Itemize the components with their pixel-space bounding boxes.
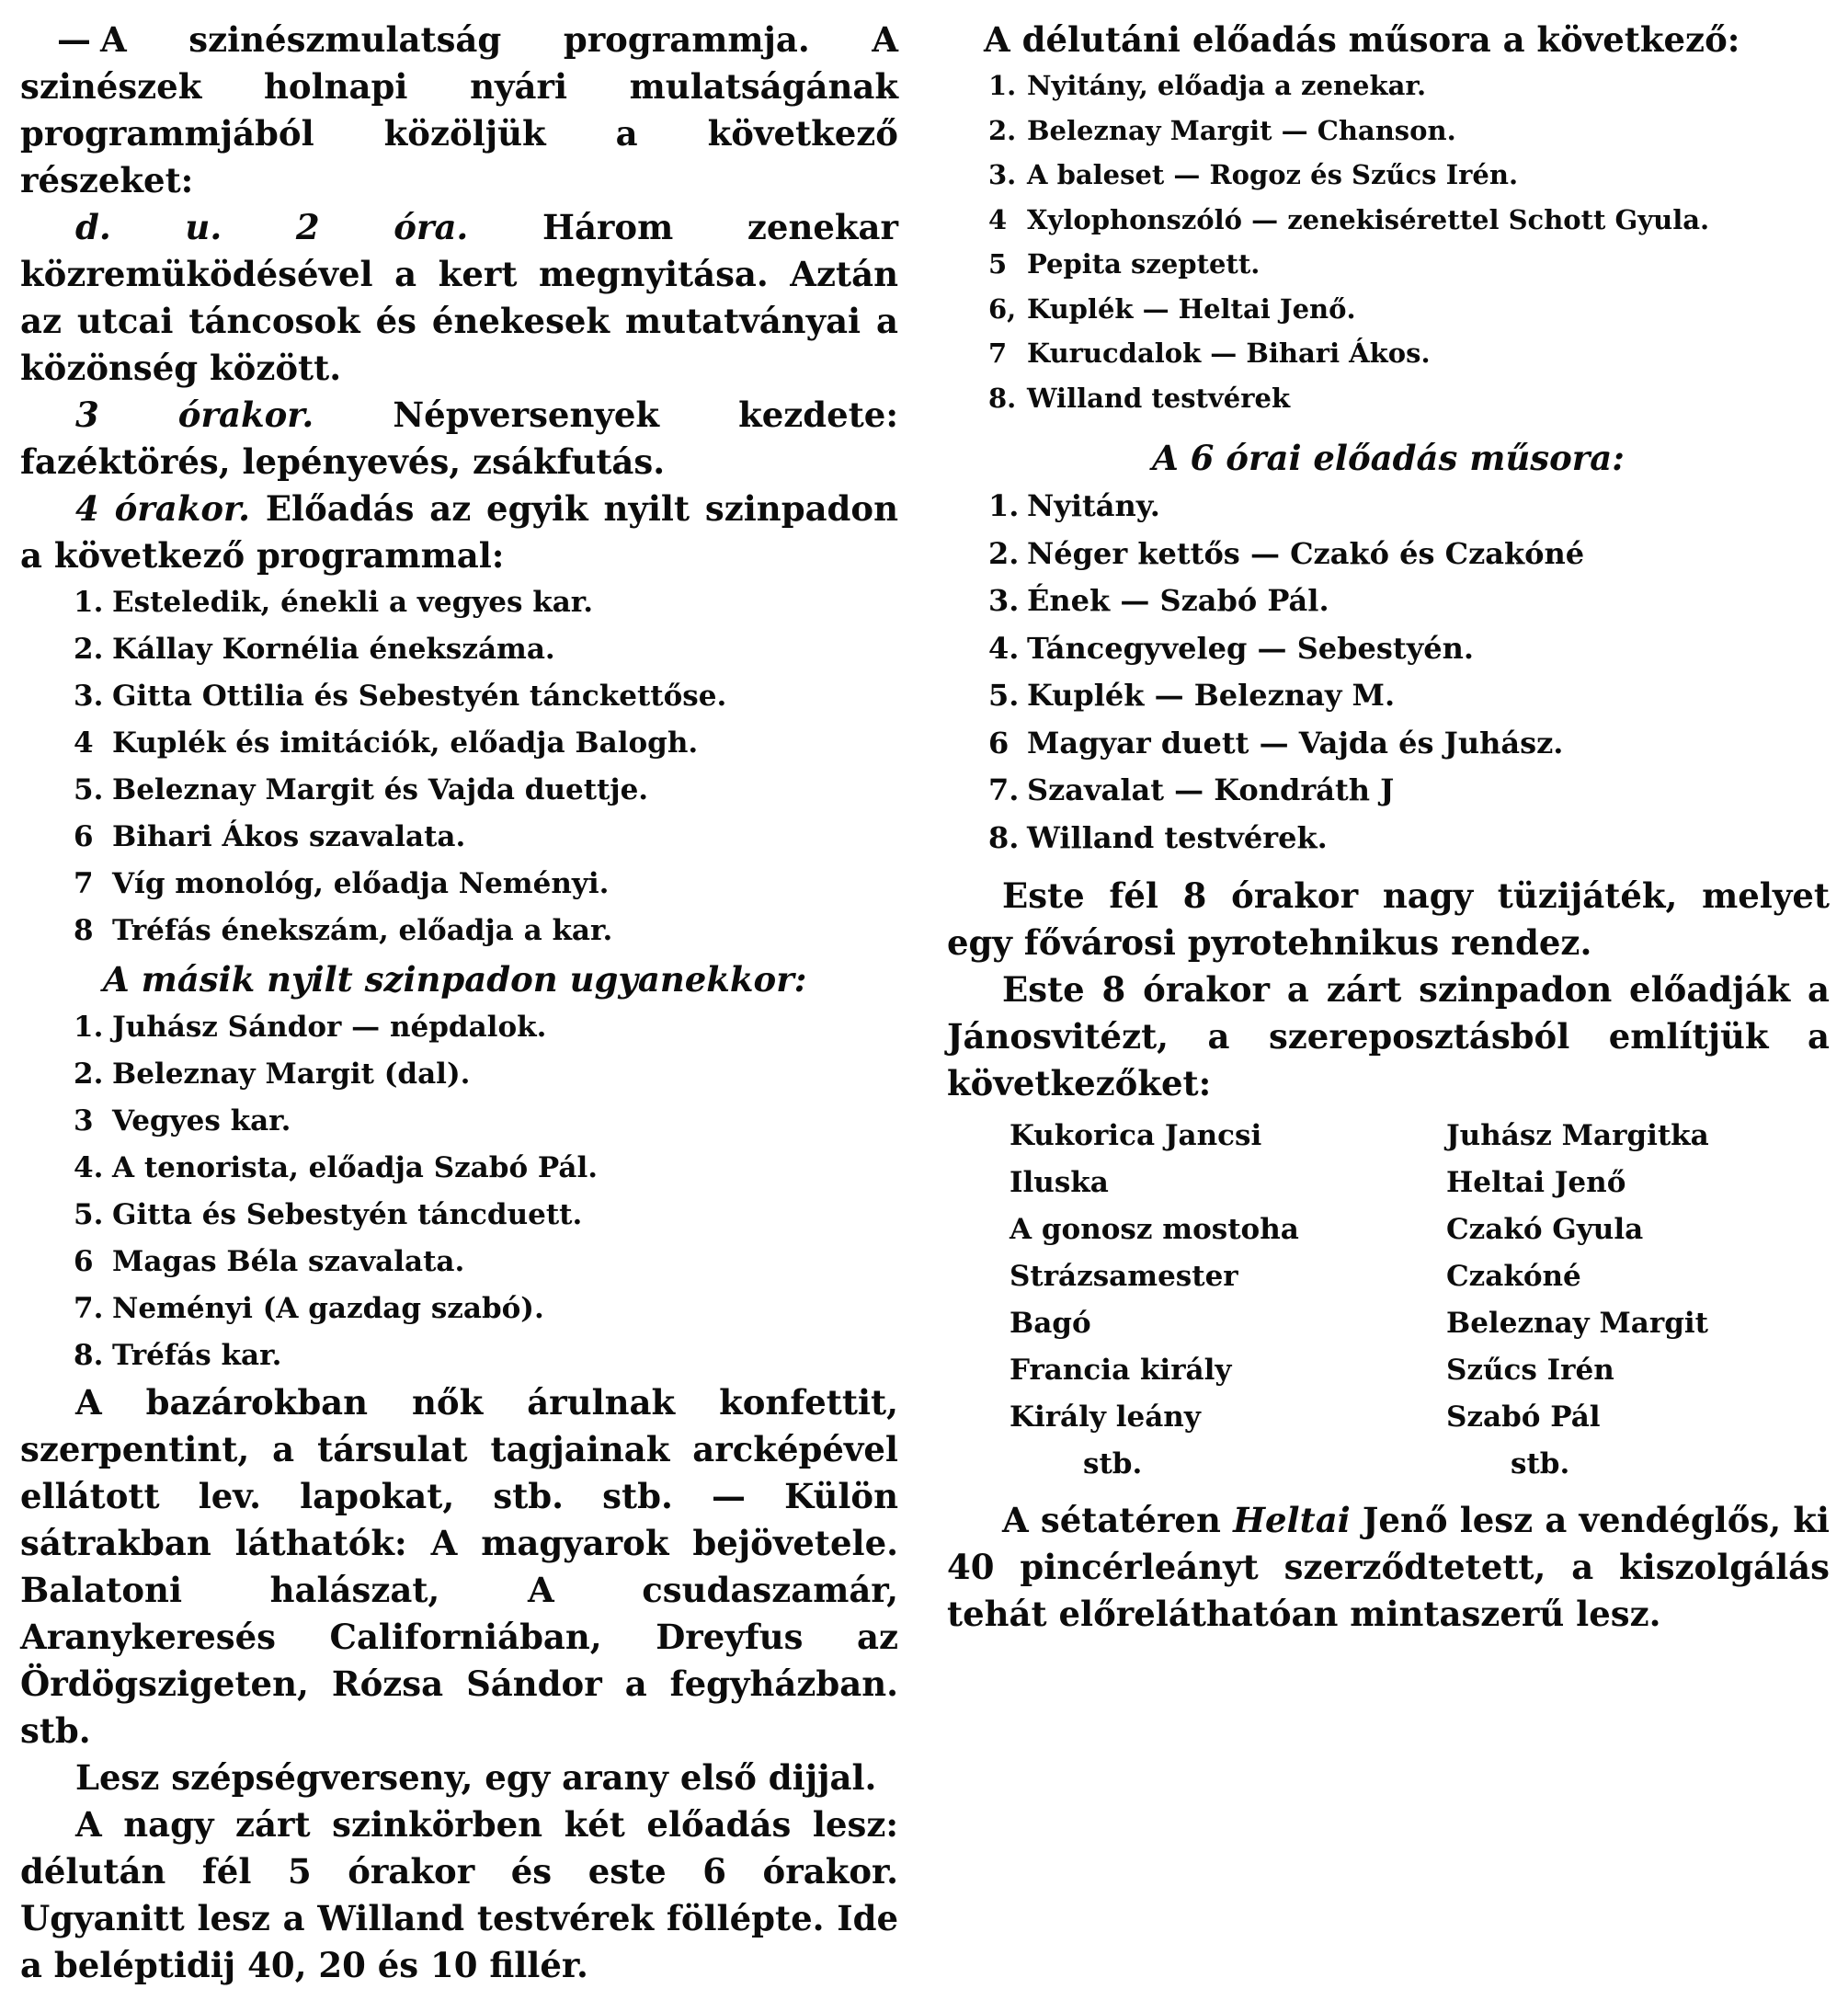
item-number: 6, xyxy=(988,292,1017,325)
item-number: 8. xyxy=(988,819,1020,855)
item-text: Beleznay Margit — Chanson. xyxy=(1027,114,1456,146)
item-number: 4. xyxy=(74,1151,104,1184)
circus-paragraph: A nagy zárt szinkörben két előadás lesz: délután fél 5 órakor és este 6 órakor. Ugyanitt lesz a Willand testvérek fölléptе. Ide a beléptidij 40, 20 és 10 fillér. xyxy=(20,1804,898,1985)
cast-role: Kukorica Jancsi xyxy=(1010,1119,1262,1152)
item-text: Willand testvérek. xyxy=(1027,819,1328,855)
item-text: Beleznay Margit (dal). xyxy=(112,1057,471,1091)
item-number: 6 xyxy=(988,725,1010,760)
item-text: Pepita szeptett. xyxy=(1027,248,1261,280)
item-text: Kállay Kornélia énekszáma. xyxy=(112,633,555,666)
beauty-contest-paragraph: Lesz szépségverseny, egy arany első dijjal. xyxy=(75,1757,877,1798)
intro-text: A szinészmulatság programmja. A szinészek holnapi nyári mulatságának programmjából közöljük a következő részeket: xyxy=(20,19,898,200)
item-number: 5. xyxy=(74,773,104,806)
right-column xyxy=(947,17,1830,1638)
item-number: 2. xyxy=(988,535,1020,571)
schedule-text: Előadás az egyik nyilt szinpadon a következő programmal: xyxy=(20,488,898,576)
item-text: Ének — Szabó Pál. xyxy=(1027,583,1329,618)
list-item xyxy=(74,1192,898,1239)
list-item xyxy=(988,109,1830,154)
item-number: 2. xyxy=(74,1057,104,1091)
cast-actor: Szűcs Irén xyxy=(1446,1354,1614,1387)
promenade-text-post: Jenő lesz a vendéglős, ki 40 pincérleányt szerződtetett, a kiszolgálás tehát előreláthatóan mintaszerű lesz. xyxy=(947,1500,1830,1634)
item-text: Neményi (A gazdag szabó). xyxy=(112,1292,544,1325)
list-item xyxy=(988,242,1830,287)
item-number: 3 xyxy=(74,1104,94,1137)
list-item xyxy=(74,1332,898,1379)
cast-role: Bagó xyxy=(1010,1307,1091,1340)
item-text: Néger kettős — Czakó és Czakóné xyxy=(1027,535,1585,571)
item-text: Kuplék és imitációk, előadja Balogh. xyxy=(112,726,699,760)
other-stage-heading: A másik nyilt szinpadon ugyanekkor: xyxy=(103,959,807,1000)
item-number: 3. xyxy=(988,159,1017,190)
list-item xyxy=(74,1051,898,1098)
item-number: 8. xyxy=(74,1339,104,1372)
item-text: A tenorista, előadja Szabó Pál. xyxy=(112,1151,599,1184)
list-item xyxy=(988,815,1830,863)
list-item xyxy=(988,625,1830,673)
time-label: 4 órakor. xyxy=(75,488,251,529)
cast-actor: Szabó Pál xyxy=(1446,1400,1601,1434)
promenade-name: Heltai xyxy=(1233,1500,1351,1540)
cast-etc-right: stb. xyxy=(1511,1447,1570,1480)
item-number: 2. xyxy=(988,114,1017,146)
list-item xyxy=(74,1286,898,1332)
cast-role: A gonosz mostoha xyxy=(1010,1213,1299,1246)
program-list-second-stage xyxy=(20,1004,898,1379)
cast-actor: Czakó Gyula xyxy=(1446,1213,1644,1246)
program-list-afternoon xyxy=(947,63,1830,420)
program-list-six-oclock xyxy=(947,483,1830,862)
list-item xyxy=(74,1004,898,1051)
item-number: 7. xyxy=(988,772,1020,807)
janos-vitez-paragraph: Este 8 órakor a zárt szinpadon előadják a Jánosvitézt, a szereposztásból említjük a következőket: xyxy=(947,969,1830,1103)
item-number: 5 xyxy=(988,248,1008,280)
schedule-text: Három zenekar közremüködésével a kert megnyitása. Aztán az utcai táncosok és énekesek mutatványai a közönség között. xyxy=(20,207,899,388)
list-item xyxy=(988,720,1830,768)
list-item xyxy=(988,767,1830,815)
list-item xyxy=(74,1145,898,1192)
cast-role: Strázsamester xyxy=(1010,1260,1238,1293)
item-text: A baleset — Rogoz és Szűcs Irén. xyxy=(1027,159,1519,190)
item-number: 1. xyxy=(988,488,1020,523)
list-item xyxy=(988,331,1830,376)
item-text: Esteledik, énekli a vegyes kar. xyxy=(112,586,594,619)
item-number: 8. xyxy=(988,382,1017,414)
schedule-2pm xyxy=(20,204,898,392)
item-number: 7. xyxy=(74,1292,104,1325)
list-item xyxy=(74,908,898,954)
cast-actor: Beleznay Margit xyxy=(1446,1307,1708,1340)
item-number: 5. xyxy=(988,678,1020,713)
item-number: 3. xyxy=(74,680,104,713)
item-text: Kurucdalok — Bihari Ákos. xyxy=(1027,337,1431,369)
item-text: Gitta Ottilia és Sebestyén tánckettőse. xyxy=(112,680,727,713)
item-text: Beleznay Margit és Vajda duettje. xyxy=(112,773,649,806)
item-number: 5. xyxy=(74,1198,104,1231)
afternoon-heading: A délutáni előadás műsora a következő: xyxy=(984,19,1740,60)
list-item xyxy=(988,287,1830,332)
item-text: Nyitány, előadja a zenekar. xyxy=(1027,70,1427,101)
item-text: Szavalat — Kondráth J xyxy=(1027,772,1395,807)
item-text: Táncegyveleg — Sebestyén. xyxy=(1027,630,1475,666)
list-item xyxy=(74,814,898,861)
list-item xyxy=(74,720,898,767)
list-item xyxy=(74,861,898,908)
item-number: 6 xyxy=(74,1245,94,1278)
item-text: Tréfás énekszám, előadja a kar. xyxy=(112,914,613,947)
list-item xyxy=(988,63,1830,109)
item-text: Juhász Sándor — népdalok. xyxy=(112,1011,547,1044)
six-oclock-heading: A 6 órai előadás műsora: xyxy=(1152,438,1625,478)
item-number: 8 xyxy=(74,914,94,947)
item-text: Vegyes kar. xyxy=(112,1104,291,1137)
time-label: d. u. 2 óra. xyxy=(75,207,469,247)
cast-role: Iluska xyxy=(1010,1166,1109,1199)
schedule-3pm xyxy=(20,392,898,486)
list-item xyxy=(74,673,898,720)
left-column xyxy=(20,17,898,1989)
cast-etc-left: stb. xyxy=(1083,1447,1143,1480)
list-item xyxy=(988,531,1830,578)
item-number: 7 xyxy=(988,337,1008,369)
fireworks-paragraph: Este fél 8 órakor nagy tüzijáték, melyet egy fővárosi pyrotehnikus rendez. xyxy=(947,875,1830,963)
item-number: 6 xyxy=(74,820,94,853)
item-number: 1. xyxy=(988,70,1017,101)
cast-actor: Heltai Jenő xyxy=(1446,1166,1626,1199)
intro-paragraph xyxy=(20,17,898,204)
item-text: Bihari Ákos szavalata. xyxy=(112,820,466,853)
item-number: 7 xyxy=(74,867,94,900)
cast-role: Francia király xyxy=(1010,1354,1232,1387)
list-item xyxy=(74,1098,898,1145)
list-item xyxy=(988,577,1830,625)
item-text: Tréfás kar. xyxy=(112,1339,282,1372)
item-number: 4. xyxy=(988,630,1020,666)
item-text: Nyitány. xyxy=(1027,488,1160,523)
schedule-text: Népversenyek kezdete: fazéktörés, lepényevés, zsákfutás. xyxy=(20,394,898,482)
cast-list xyxy=(947,1113,1830,1488)
list-item xyxy=(988,376,1830,421)
schedule-4pm xyxy=(20,486,898,579)
promenade-paragraph xyxy=(947,1497,1830,1638)
item-text: Kuplék — Heltai Jenő. xyxy=(1027,292,1356,325)
bazaar-paragraph: A bazárokban nők árulnak konfettit, szerpentint, a társulat tagjainak arcképével ellátott lev. lapokat, stb. stb. — Külön sátrakban láthatók: A magyarok bejövetele. Balatoni halászat, A csudaszamár, Aranykeresés Californiában, Dreyfus az Ördögszigeten, Rózsa Sándor a fegyházban. stb. xyxy=(20,1382,898,1751)
list-item xyxy=(988,672,1830,720)
lead-dash: — xyxy=(57,19,91,60)
list-item xyxy=(988,483,1830,531)
item-number: 1. xyxy=(74,586,104,619)
time-label: 3 órakor. xyxy=(75,394,314,435)
cast-actor: Czakóné xyxy=(1446,1260,1581,1293)
list-item xyxy=(74,579,898,626)
list-item xyxy=(74,626,898,673)
item-text: Kuplék — Beleznay M. xyxy=(1027,678,1396,713)
item-number: 3. xyxy=(988,583,1020,618)
promenade-text-pre: A sétatéren xyxy=(1002,1500,1221,1540)
item-text: Gitta és Sebestyén táncduett. xyxy=(112,1198,583,1231)
list-item xyxy=(74,1239,898,1286)
item-text: Magyar duett — Vajda és Juhász. xyxy=(1027,725,1564,760)
cast-actor: Juhász Margitka xyxy=(1446,1119,1709,1152)
item-text: Willand testvérek xyxy=(1027,382,1291,414)
item-number: 2. xyxy=(74,633,104,666)
item-text: Víg monológ, előadja Neményi. xyxy=(112,867,610,900)
list-item xyxy=(988,153,1830,198)
list-item xyxy=(74,767,898,814)
list-item xyxy=(988,198,1830,243)
item-text: Magas Béla szavalata. xyxy=(112,1245,465,1278)
program-list-first-stage xyxy=(20,579,898,954)
item-number: 4 xyxy=(74,726,94,760)
item-number: 4 xyxy=(988,203,1008,235)
item-text: Xylophonszóló — zenekisérettel Schott Gyula. xyxy=(1027,203,1710,235)
item-number: 1. xyxy=(74,1011,104,1044)
cast-role: Király leány xyxy=(1010,1400,1201,1434)
